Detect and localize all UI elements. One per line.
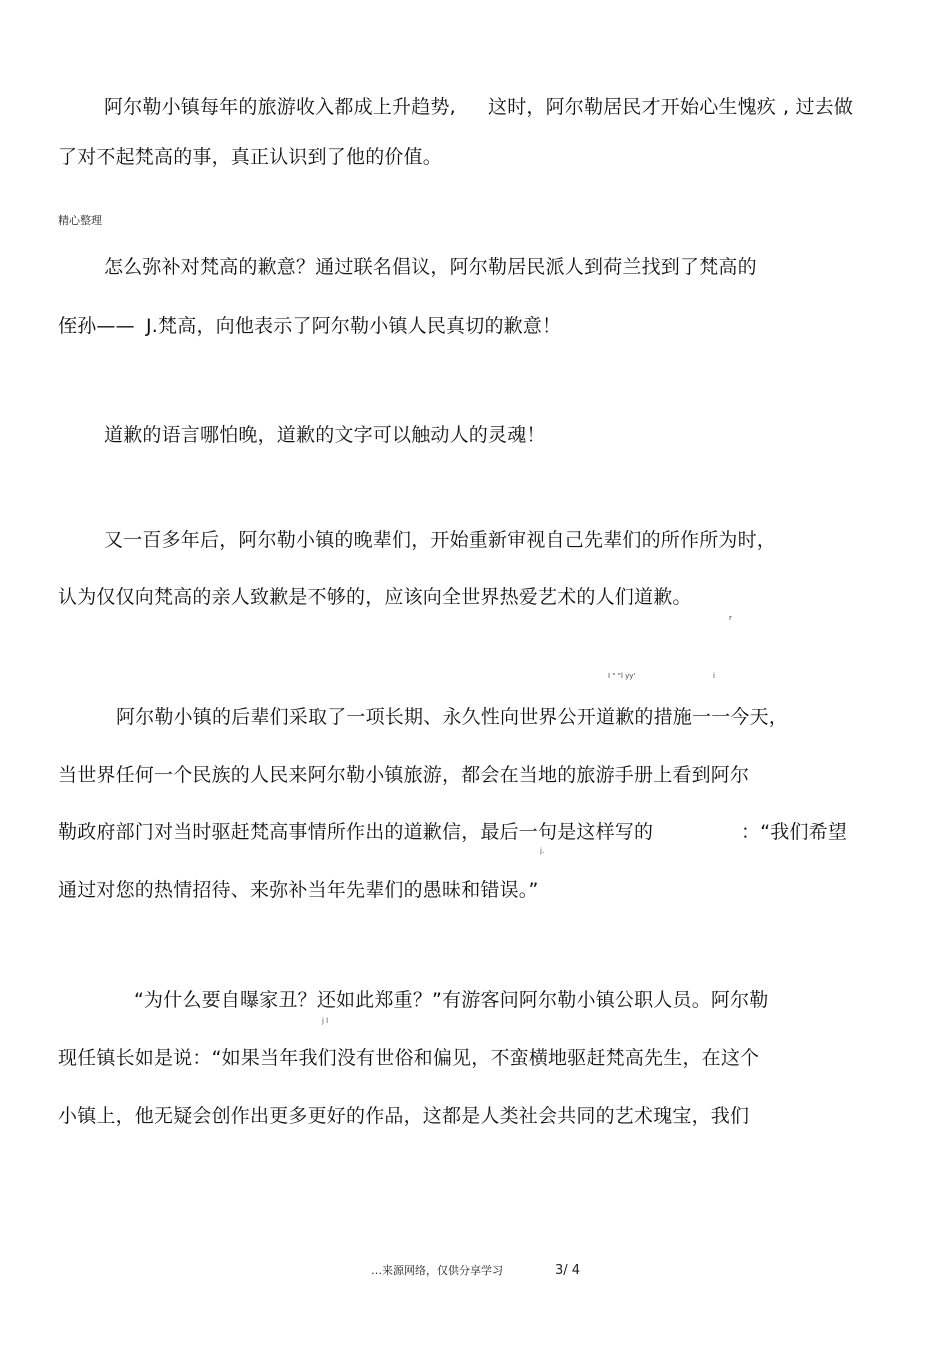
scan-mark: r — [729, 614, 732, 622]
body-text-line: 勒政府部门对当时驱赶梵高事情所作出的道歉信，最后一句是这样写的 — [58, 821, 654, 843]
scan-mark: i — [713, 672, 715, 680]
body-text-line: 现任镇长如是说：“如果当年我们没有世俗和偏见，不蛮横地驱赶梵高先生，在这个 — [58, 1047, 760, 1069]
body-text-line: 小镇上，他无疑会创作出更多更好的作品，这都是人类社会共同的艺术瑰宝，我们 — [58, 1105, 750, 1127]
body-text-line: “为什么要自曝家丑？还如此郑重？”有游客问阿尔勒小镇公职人员。阿尔勒 — [134, 989, 769, 1011]
body-text-line: 认为仅仅向梵高的亲人致歉是不够的，应该向全世界热爱艺术的人们道歉。 — [58, 586, 692, 608]
body-text-line: 侄孙—— — [58, 315, 135, 337]
body-text-line: 这时，阿尔勒居民才开始心生愧疚 — [488, 96, 777, 118]
body-text-line: J.梵高，向他表示了阿尔勒小镇人民真切的歉意！ — [146, 315, 562, 337]
scan-mark: j. — [540, 847, 545, 855]
body-text-line: 了对不起梵高的事，真正认识到了他的价值。 — [58, 146, 443, 168]
body-text-line: 阿尔勒小镇每年的旅游收入都成上升趋势, — [104, 96, 456, 118]
body-text-line: , 过去做 — [783, 96, 854, 118]
scan-mark: I " "l yy' — [608, 672, 636, 680]
body-text-line: 又一百多年后，阿尔勒小镇的晚辈们，开始重新审视自己先辈们的所作所为时， — [104, 529, 777, 551]
page-number: 3/ 4 — [555, 1263, 581, 1278]
body-text-line: 通过对您的热情招待、来弥补当年先辈们的愚昧和错误。” — [58, 879, 539, 901]
footer-source: …来源网络，仅供分享学习 — [371, 1264, 503, 1277]
body-text-line: 道歉的语言哪怕晚，道歉的文字可以触动人的灵魂！ — [104, 424, 546, 446]
body-text-line: ：“我们希望 — [741, 821, 848, 843]
scan-mark: j l — [322, 1017, 329, 1025]
section-note: 精心整理 — [58, 214, 102, 227]
body-text-line: 怎么弥补对梵高的歉意？通过联名倡议，阿尔勒居民派人到荷兰找到了梵高的 — [104, 256, 757, 278]
body-text-line: 阿尔勒小镇的后辈们采取了一项长期、永久性向世界公开道歉的措施一一今天， — [116, 706, 789, 728]
body-text-line: 当世界任何一个民族的人民来阿尔勒小镇旅游，都会在当地的旅游手册上看到阿尔 — [58, 764, 750, 786]
